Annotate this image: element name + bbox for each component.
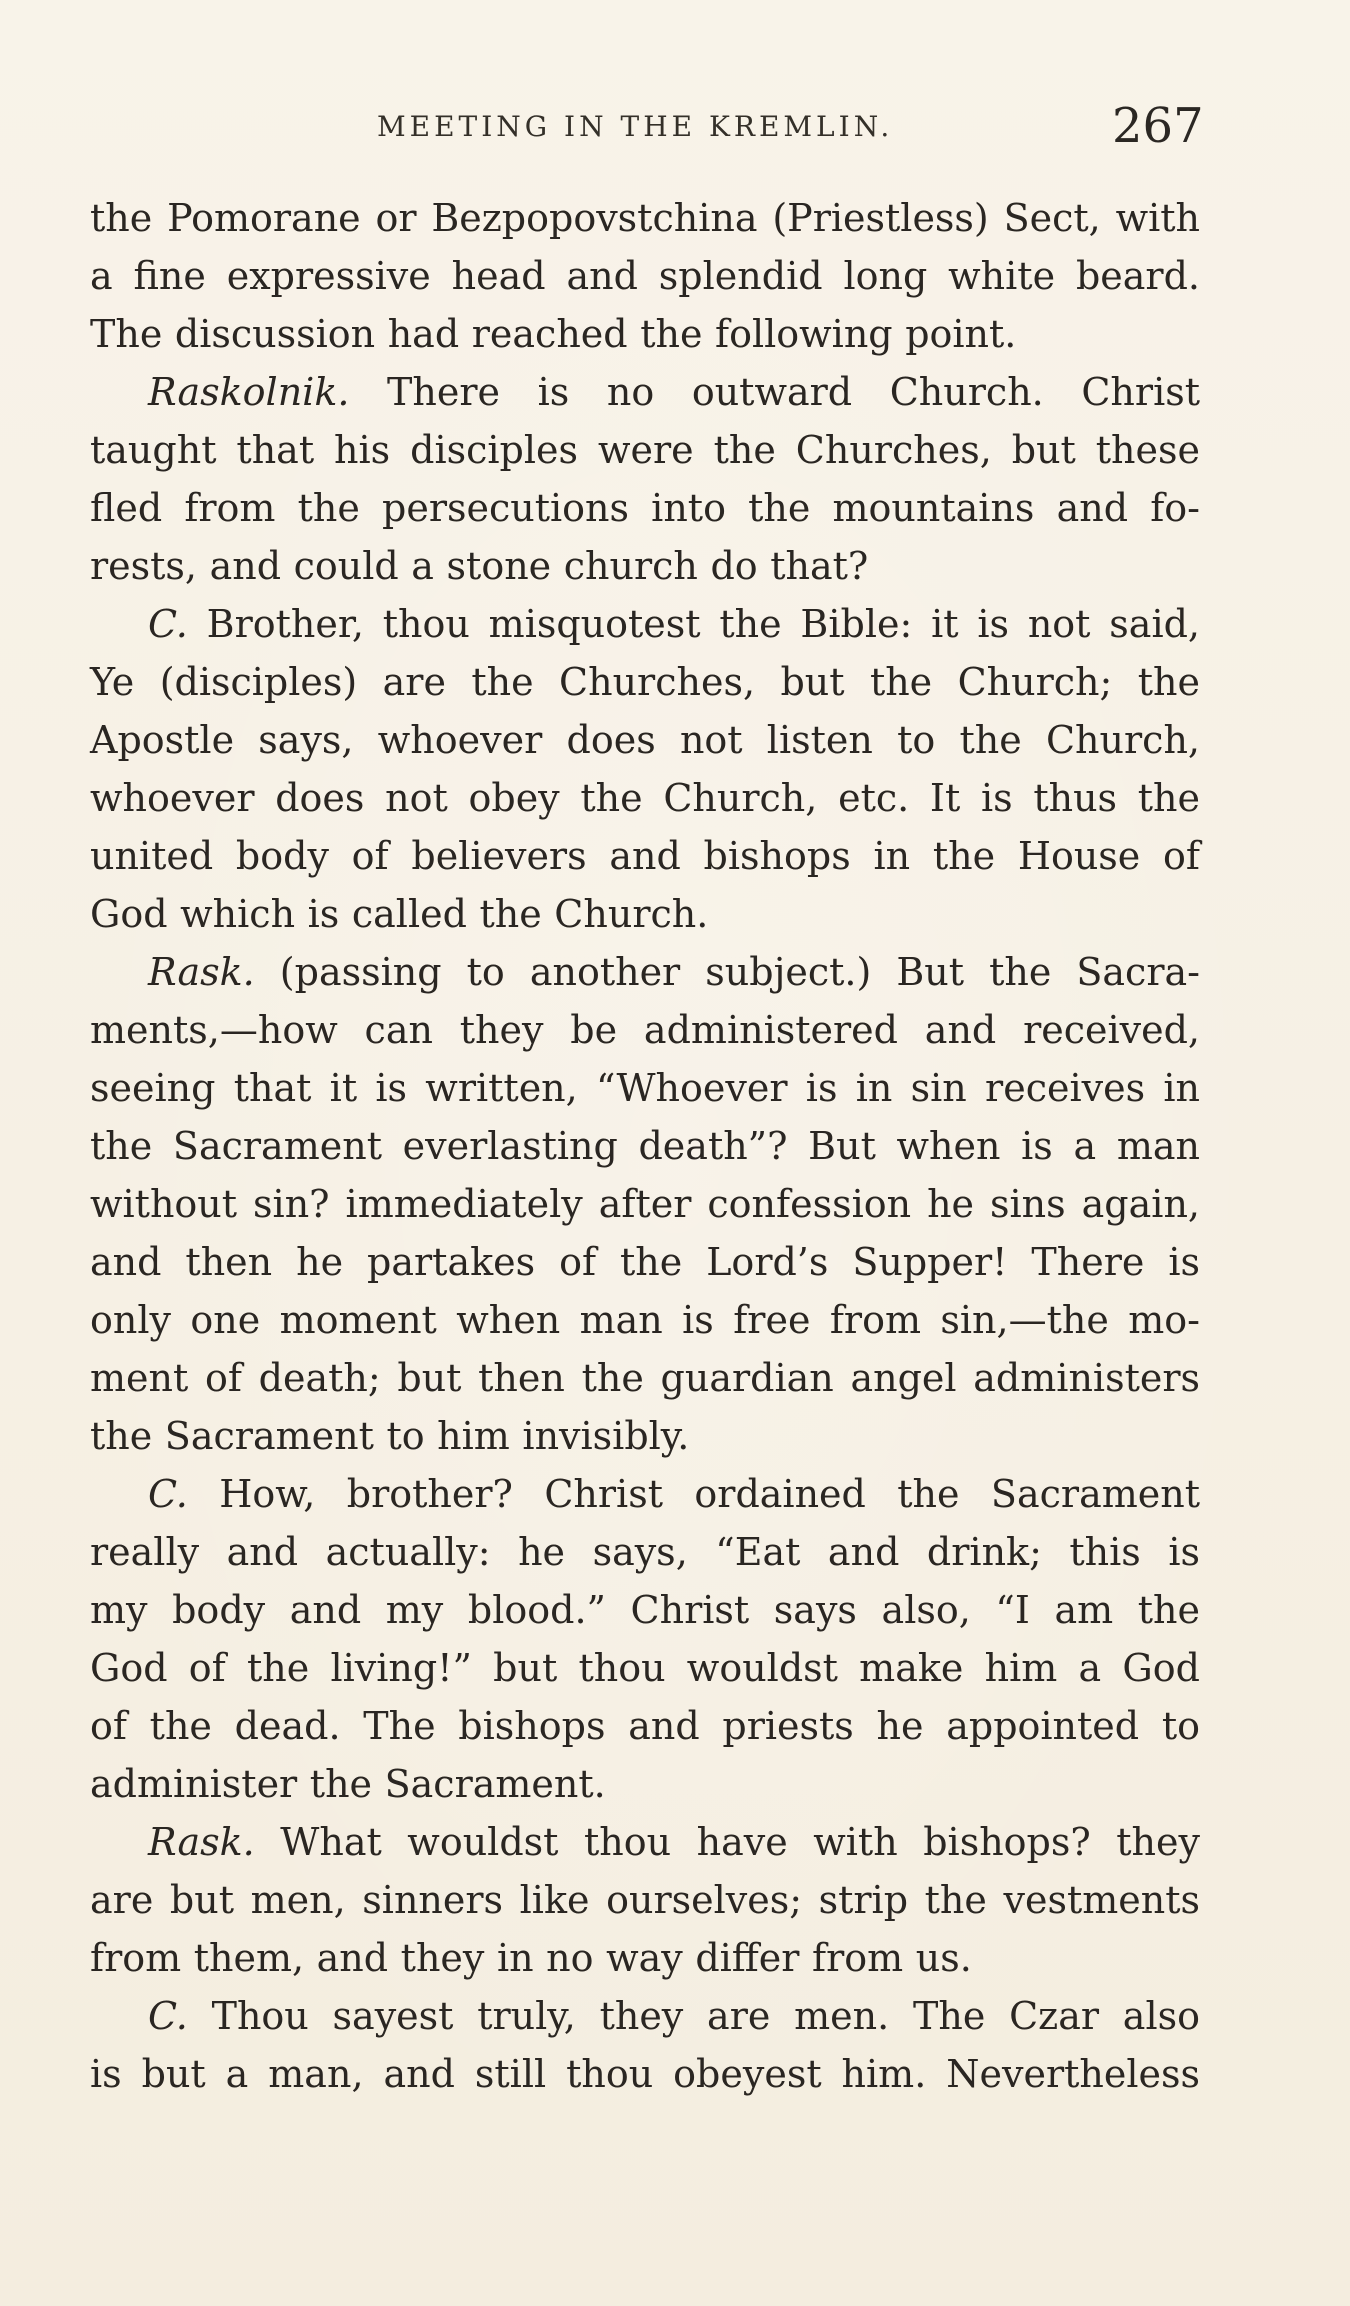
text-line <box>90 1407 1200 1465</box>
line-text: fled from the persecutions into the mountains and fo- <box>90 486 1200 530</box>
body-text <box>90 189 1200 2103</box>
text-line <box>90 1929 1200 1987</box>
text-line <box>90 305 1200 363</box>
line-text: seeing that it is written, “Whoever is in sin receives in <box>90 1066 1200 1110</box>
line-text: the Sacrament to him invisibly. <box>90 1414 690 1458</box>
text-line <box>90 537 1200 595</box>
line-text: ments,—how can they be administered and received, <box>90 1008 1200 1052</box>
speaker-label: Rask. <box>148 950 255 994</box>
line-text: of the dead. The bishops and priests he appointed to <box>90 1704 1200 1748</box>
text-line <box>90 1871 1200 1929</box>
line-text: taught that his disciples were the Churches, but these <box>90 428 1200 472</box>
text-line <box>90 1117 1200 1175</box>
text-line <box>90 1755 1200 1813</box>
line-text: a fine expressive head and splendid long white beard. <box>90 254 1200 298</box>
line-text: my body and my blood.” Christ says also, “I am the <box>90 1588 1200 1632</box>
text-line <box>90 1291 1200 1349</box>
line-text: What wouldst thou have with bishops? they <box>254 1820 1200 1864</box>
text-line <box>90 885 1200 943</box>
dialogue-line <box>90 1987 1200 2045</box>
line-text: Apostle says, whoever does not listen to the Church, <box>90 718 1200 762</box>
line-text: The discussion had reached the following point. <box>90 312 1017 356</box>
text-line <box>90 1581 1200 1639</box>
page-number: 267 <box>1112 98 1204 154</box>
dialogue-line <box>90 1813 1200 1871</box>
line-text: from them, and they in no way differ from us. <box>90 1936 972 1980</box>
speaker-label: Raskolnik. <box>148 370 350 414</box>
line-text: really and actually: he says, “Eat and drink; this is <box>90 1530 1200 1574</box>
line-text: Brother, thou misquotest the Bible: it is not said, <box>187 602 1200 646</box>
dialogue-line <box>90 595 1200 653</box>
text-line <box>90 769 1200 827</box>
text-line <box>90 1059 1200 1117</box>
text-line <box>90 711 1200 769</box>
text-line <box>90 421 1200 479</box>
text-line <box>90 827 1200 885</box>
line-text: is but a man, and still thou obeyest him. Nevertheless <box>90 2052 1200 2096</box>
dialogue-line <box>90 1465 1200 1523</box>
line-text: the Sacrament everlasting death”? But when is a man <box>90 1124 1200 1168</box>
speaker-label: C. <box>148 1994 188 2038</box>
line-text: united body of believers and bishops in the House of <box>90 834 1200 878</box>
text-line <box>90 1233 1200 1291</box>
line-text: God which is called the Church. <box>90 892 709 936</box>
line-text: Thou sayest truly, they are men. The Czar also <box>187 1994 1200 2038</box>
running-title: MEETING IN THE KREMLIN. <box>377 110 894 143</box>
running-header <box>0 100 1350 156</box>
line-text: administer the Sacrament. <box>90 1762 606 1806</box>
line-text: (passing to another subject.) But the Sacra- <box>254 950 1200 994</box>
text-line <box>90 1639 1200 1697</box>
text-line <box>90 1175 1200 1233</box>
speaker-label: C. <box>148 602 188 646</box>
line-text: and then he partakes of the Lord’s Supper! There is <box>90 1240 1200 1284</box>
text-line <box>90 479 1200 537</box>
line-text: the Pomorane or Bezpopovstchina (Priestless) Sect, with <box>90 196 1200 240</box>
line-text: are but men, sinners like ourselves; strip the vestments <box>90 1878 1200 1922</box>
text-line <box>90 653 1200 711</box>
line-text: How, brother? Christ ordained the Sacrament <box>187 1472 1200 1516</box>
line-text: God of the living!” but thou wouldst make him a God <box>90 1646 1200 1690</box>
line-text: ment of death; but then the guardian angel administers <box>90 1356 1200 1400</box>
text-line <box>90 1523 1200 1581</box>
line-text: only one moment when man is free from sin,—the mo- <box>90 1298 1200 1342</box>
line-text: without sin? immediately after confession he sins again, <box>90 1182 1200 1226</box>
dialogue-line <box>90 363 1200 421</box>
speaker-label: C. <box>148 1472 188 1516</box>
text-line <box>90 1697 1200 1755</box>
line-text: rests, and could a stone church do that? <box>90 544 869 588</box>
text-line <box>90 2045 1200 2103</box>
text-line <box>90 189 1200 247</box>
line-text: whoever does not obey the Church, etc. It is thus the <box>90 776 1200 820</box>
line-text: There is no outward Church. Christ <box>349 370 1200 414</box>
speaker-label: Rask. <box>148 1820 255 1864</box>
text-line <box>90 1001 1200 1059</box>
text-line <box>90 247 1200 305</box>
dialogue-line <box>90 943 1200 1001</box>
text-line <box>90 1349 1200 1407</box>
line-text: Ye (disciples) are the Churches, but the Church; the <box>90 660 1200 704</box>
